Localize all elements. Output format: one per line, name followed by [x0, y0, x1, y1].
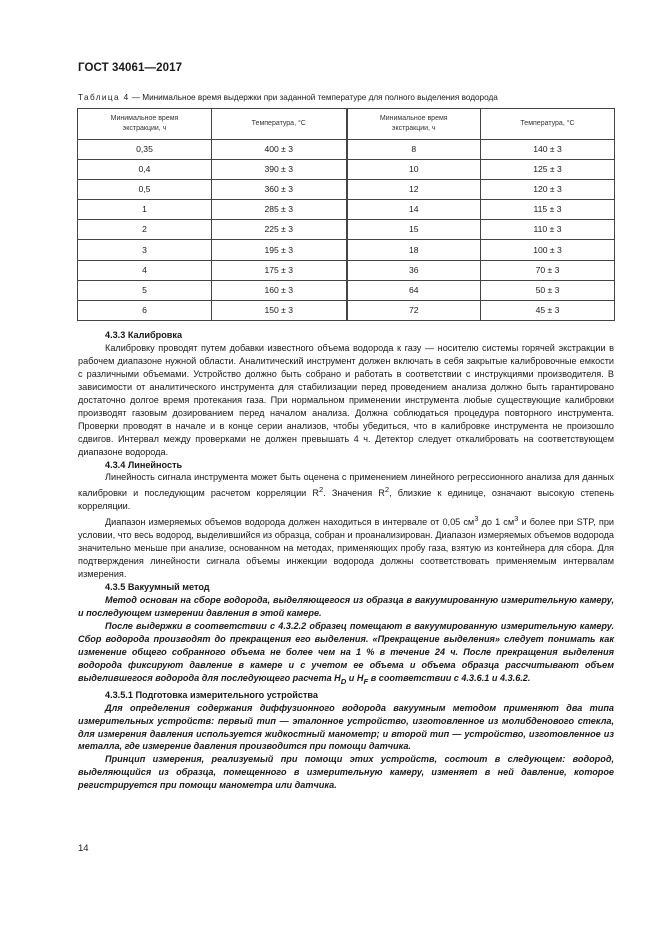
table-body [78, 140, 615, 321]
table-row [78, 300, 615, 320]
cell-temperature: 390 ± 3 [212, 160, 347, 180]
table-row [78, 140, 615, 160]
superscript: 2 [318, 485, 324, 495]
holding-time-table [77, 108, 615, 321]
section-heading: 4.3.5.1 Подготовка измерительного устройства [105, 689, 318, 700]
section-heading: 4.3.5 Вакуумный метод [105, 582, 210, 593]
cell-min-time: 15 [347, 220, 481, 240]
cell-min-time: 6 [78, 300, 212, 320]
cell-temperature: 120 ± 3 [481, 180, 615, 200]
cell-min-time: 0,4 [78, 160, 212, 180]
header-temperature: Температура, °С [212, 109, 347, 140]
table-row [78, 160, 615, 180]
paragraph: Для определения содержания диффузионного водорода вакуумным методом применяют два типа измерительных устройств: первый тип — эталонное устройство, изготовленное из молибденового стекла, для измерения давления используется жидкостный манометр; и второй тип — устройство, изготовленное из металла, где измерение давления производится при помощи датчика. [78, 702, 614, 752]
paragraph: Калибровку проводят путем добавки известного объема водорода к газу — носителю системы горячей экстракции в рабочем диапазоне нужной области. Аналитический инструмент должен включать в себя закрытые калибровочные емкости с различными объемами. Устройство должно быть собрано и работать в соответствии с инструкциями производителя. В зависимости от аналитического инструмента для стабилизации перед проведением анализа должно быть гарантировано достаточно долгое время протекания газа. При нормальном применении инструмента любые существующие калибровки производят газовым дозированием перед началом анализа. Должна соблюдаться процедура повторного инструмента. Проверки проводят в начале и в конце серии анализов, чтобы убедиться, что в калибровке инструмента не произошло сдвигов. Интервал между проверками не должен превышать 4 ч. Детектор следует откалибровать на соответствующем диапазоне водорода. [78, 342, 614, 457]
cell-temperature: 125 ± 3 [481, 160, 615, 180]
cell-temperature: 140 ± 3 [481, 140, 615, 160]
cell-temperature: 225 ± 3 [212, 220, 347, 240]
subscript: D [340, 676, 347, 686]
body-text [78, 329, 614, 792]
cell-min-time: 8 [347, 140, 481, 160]
table-row [78, 240, 615, 260]
page-number: 14 [78, 843, 89, 854]
table-caption-label: Таблица 4 [78, 93, 130, 102]
cell-min-time: 3 [78, 240, 212, 260]
section-heading: 4.3.3 Калибровка [105, 330, 183, 340]
cell-temperature: 160 ± 3 [212, 280, 347, 300]
cell-temperature: 50 ± 3 [481, 280, 615, 300]
cell-min-time: 36 [347, 260, 481, 280]
table-row [78, 180, 615, 200]
superscript: 3 [514, 514, 519, 524]
cell-temperature: 400 ± 3 [212, 140, 347, 160]
cell-temperature: 100 ± 3 [481, 240, 615, 260]
paragraph: Принцип измерения, реализуемый при помощи этих устройств, состоит в следующем: водород, выделяющийся из образца, помещенного в измерительную камеру, изменяет в ней давление, которое регистрируется при помощи манометра или датчика. [78, 754, 614, 791]
cell-temperature: 175 ± 3 [212, 260, 347, 280]
cell-temperature: 360 ± 3 [212, 180, 347, 200]
header-min-time: Минимальное время экстракции, ч [347, 109, 481, 140]
superscript: 3 [474, 514, 479, 524]
cell-min-time: 5 [78, 280, 212, 300]
cell-min-time: 4 [78, 260, 212, 280]
table-row [78, 220, 615, 240]
header-temperature: Температура, °С [481, 109, 615, 140]
table-row [78, 260, 615, 280]
header-min-time: Минимальное время экстракции, ч [78, 109, 212, 140]
standard-designation: ГОСТ 34061—2017 [78, 62, 183, 74]
cell-min-time: 0,5 [78, 180, 212, 200]
paragraph: Диапазон измеряемых объемов водорода должен находиться в интервале от 0,05 $см^3$ до 1 $см^3$ и более при STP, при условии, что весь водород, выделившийся из образца, собран и проанализирован. Диапазон измеряемых объемов водорода значительно меньше при анализе, основанном на методах, применяющих пробу газа, взятую из контейнера для сбора. Для подтверждения линейности сигнала объемы инжекции водорода должны соответствовать применяемым интервалам измерения. [78, 514, 614, 580]
subscript: F [363, 676, 369, 686]
table-header-row [78, 109, 615, 140]
cell-min-time: 12 [347, 180, 481, 200]
cell-min-time: 10 [347, 160, 481, 180]
cell-min-time: 2 [78, 220, 212, 240]
paragraph: Линейность сигнала инструмента может быть оценена с применением линейного регрессионного анализа для данных калибровки и последующим расчетом корреляции $R^2$. Значения $R^2$, близкие к единице, означают высокую степень корреляции. [78, 472, 614, 512]
cell-min-time: 72 [347, 300, 481, 320]
table-caption-text: — Минимальное время выдержки при заданной температуре для полного выделения водорода [129, 93, 498, 102]
cell-min-time: 64 [347, 280, 481, 300]
superscript: 2 [384, 485, 390, 495]
cell-min-time: 0,35 [78, 140, 212, 160]
cell-temperature: 150 ± 3 [212, 300, 347, 320]
table-row [78, 280, 615, 300]
section-heading: 4.3.4 Линейность [105, 459, 183, 470]
cell-min-time: 1 [78, 200, 212, 220]
cell-min-time: 18 [347, 240, 481, 260]
cell-temperature: 285 ± 3 [212, 200, 347, 220]
cell-temperature: 110 ± 3 [481, 220, 615, 240]
paragraph: Метод основан на сборе водорода, выделяющегося из образца в вакуумированную измерительную камеру, и последующем измерении давления в этой камере. [78, 595, 614, 619]
cell-temperature: 45 ± 3 [481, 300, 615, 320]
paragraph: После выдержки в соответствии с 4.3.2.2 образец помещают в вакуумированную измерительную камеру. Сбор водорода производят до прекращения его выделения. «Прекращение выделения» следует понимать как изменение общего собранного объема не более чем на 1 % в течение 24 ч. После прекращения выделения водорода фиксируют давление в камере и с учетом ее объема и объема образца рассчитывают объем выделившегося водорода для последующего расчета $H_D$ и $H_F$ в соответствии с 4.3.6.1 и 4.3.6.2. [78, 621, 614, 686]
cell-temperature: 70 ± 3 [481, 260, 615, 280]
cell-min-time: 14 [347, 200, 481, 220]
cell-temperature: 195 ± 3 [212, 240, 347, 260]
table-caption [78, 93, 498, 102]
table-row [78, 200, 615, 220]
cell-temperature: 115 ± 3 [481, 200, 615, 220]
